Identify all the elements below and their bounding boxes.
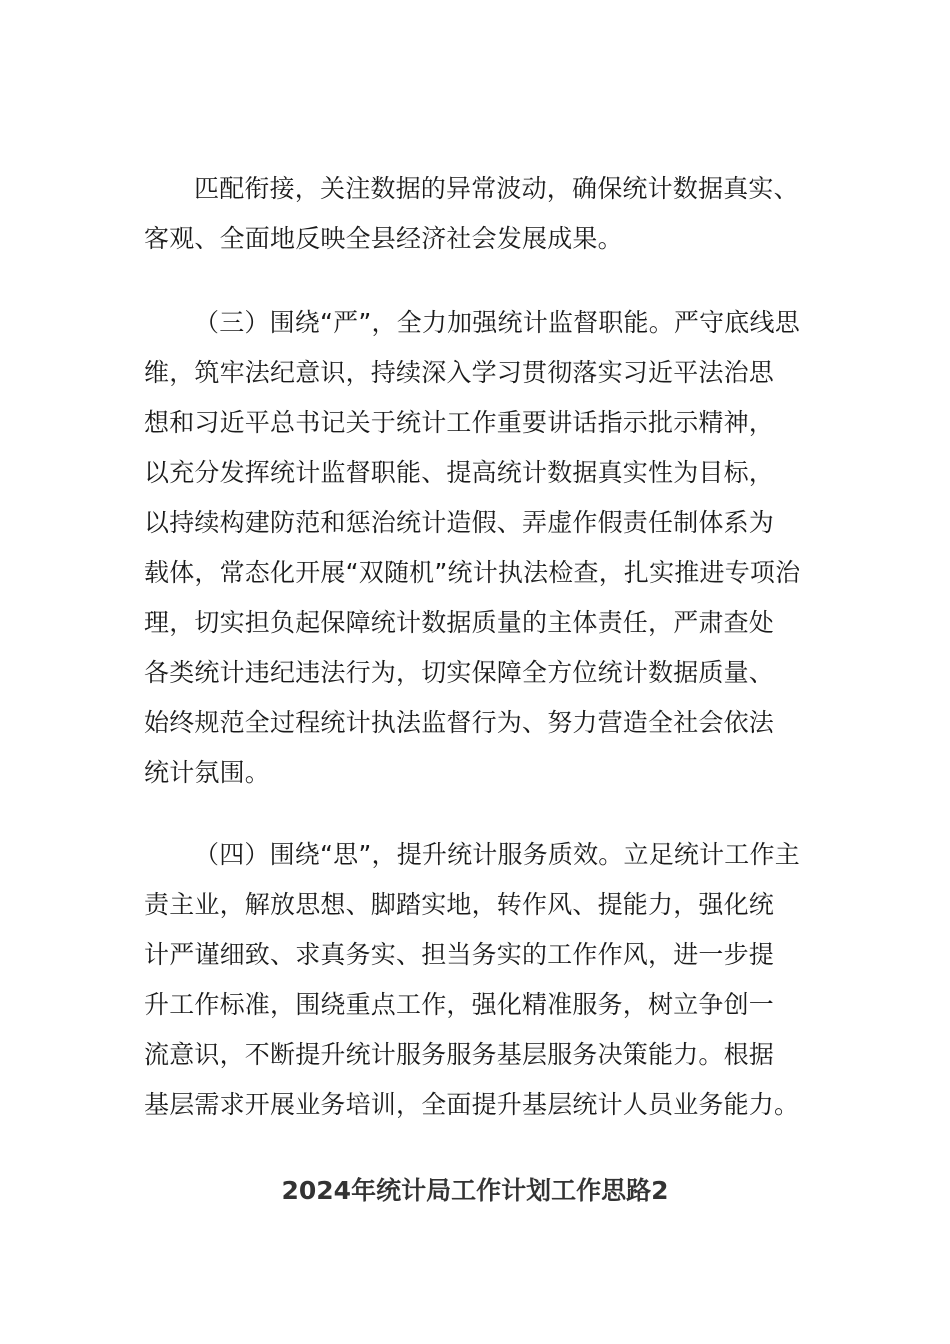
text-line: （四）围绕“思”，提升统计服务质效。立足统计工作主 [194, 840, 800, 869]
text-line: 载体，常态化开展“双随机”统计执法检查，扎实推进专项治 [144, 558, 801, 587]
text-line: 客观、全面地反映全县经济社会发展成果。 [144, 224, 623, 253]
text-line: 维，筑牢法纪意识，持续深入学习贯彻落实习近平法治思 [144, 358, 775, 387]
text-line: 计严谨细致、求真务实、担当务实的工作作风，进一步提 [144, 940, 775, 969]
text-line: 以持续构建防范和惩治统计造假、弄虚作假责任制体系为 [144, 508, 775, 537]
text-line: （三）围绕“严”，全力加强统计监督职能。严守底线思 [194, 308, 800, 337]
text-line: 各类统计违纪违法行为，切实保障全方位统计数据质量、 [144, 658, 775, 687]
text-line: 统计氛围。 [144, 758, 271, 787]
text-line: 基层需求开展业务培训，全面提升基层统计人员业务能力。 [144, 1090, 800, 1119]
text-line: 责主业，解放思想、脚踏实地，转作风、提能力，强化统 [144, 890, 775, 919]
section-heading: 2024年统计局工作计划工作思路2 [281, 1176, 669, 1205]
text-line: 流意识，不断提升统计服务服务基层服务决策能力。根据 [144, 1040, 775, 1069]
text-line: 以充分发挥统计监督职能、提高统计数据真实性为目标， [144, 458, 775, 487]
text-line: 想和习近平总书记关于统计工作重要讲话指示批示精神， [144, 408, 775, 437]
text-line: 匹配衔接，关注数据的异常波动，确保统计数据真实、 [194, 174, 799, 203]
text-line: 理，切实担负起保障统计数据质量的主体责任，严肃查处 [144, 608, 775, 637]
text-line: 升工作标准，围绕重点工作，强化精准服务，树立争创一 [144, 990, 775, 1019]
paragraph-continuation [144, 164, 814, 264]
text-line: 始终规范全过程统计执法监督行为、努力营造全社会依法 [144, 708, 775, 737]
paragraph-section-three [144, 298, 814, 798]
paragraph-section-four [144, 830, 814, 1130]
